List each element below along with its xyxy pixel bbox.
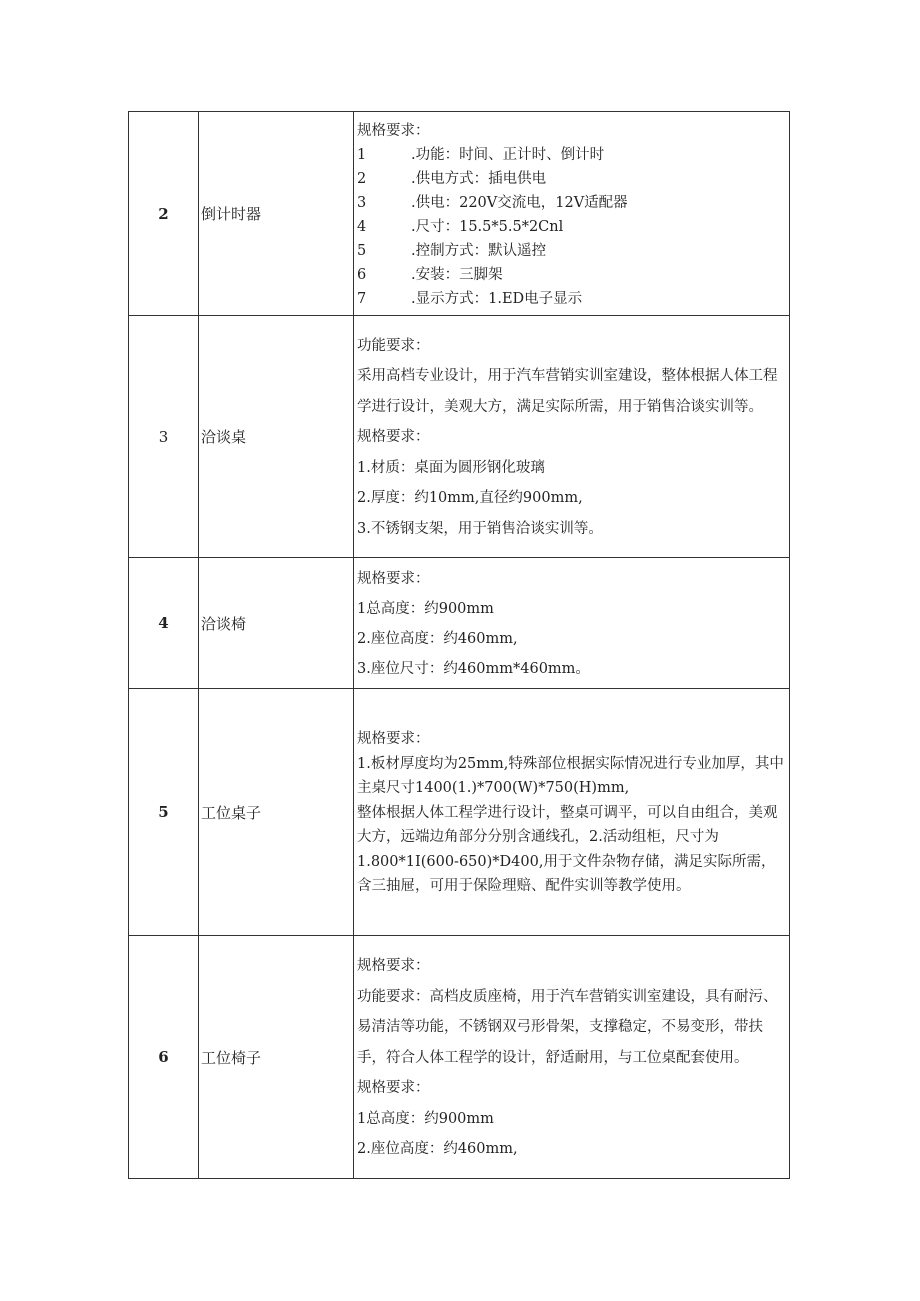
spec-line: 5 .控制方式：默认遥控 [357,242,547,259]
table-row [129,936,790,1179]
row-number: 2 [129,112,199,316]
row-number: 6 [129,936,199,1179]
item-name: 工位桌子 [199,689,354,936]
spec-line: 6 .安装：三脚架 [357,266,503,283]
spec-line: 2.座位高度：约460mm, [357,631,518,647]
row-number: 4 [129,558,199,689]
spec-line: 2 .供电方式：插电供电 [357,170,547,187]
item-name: 洽谈椅 [199,558,354,689]
table-row [129,689,790,936]
item-name: 倒计时器 [199,112,354,316]
spec-line: 规格要求： [357,1080,430,1097]
item-name: 洽谈桌 [199,316,354,558]
table-row [129,112,790,316]
spec-line: 功能要求：高档皮质座椅，用于汽车营销实训室建设，具有耐污、易清洁等功能，不锈钢双弓形骨架，支撑稳定，不易变形，带扶手，符合人体工程学的设计，舒适耐用，与工位桌配套使用。 [357,988,778,1066]
spec-line: 规格要求： [357,429,430,446]
spec-line: 功能要求： [357,337,430,354]
spec-line: 1总高度：约900mm [357,601,494,617]
spec-line: 1.板材厚度均为25mm,特殊部位根据实际情况进行专业加厚，其中主桌尺寸1400(1.)*700(W)*750(H)mm, [357,755,784,797]
row-number: 5 [129,689,199,936]
table-row [129,558,790,689]
item-spec [354,558,790,689]
item-spec [354,316,790,558]
spec-line: 3.座位尺寸：约460mm*460mm。 [357,661,590,677]
spec-table [128,111,790,1179]
row-number: 3 [129,316,199,558]
item-spec [354,112,790,316]
spec-line: 2.座位高度：约460mm, [357,1141,518,1158]
table-row [129,316,790,558]
spec-line: 3 .供电：220V交流电，12V适配器 [357,194,628,211]
spec-line: 整体根据人体工程学进行设计，整桌可调平，可以自由组合，美观大方，远端边角部分分别含通线孔，2.活动组柜，尺寸为1.800*1I(600-650)*D400,用于文件杂物存储，满足实际所需，含三抽屉，可用于保险理赔、配件实训等教学使用。 [357,804,778,895]
spec-line: 规格要求： [357,958,430,975]
spec-line: 1总高度：约900mm [357,1110,494,1127]
spec-line: 2.厚度：约10mm,直径约900mm, [357,490,583,507]
item-spec [354,936,790,1179]
spec-line: 7 .显示方式：1.ED电子显示 [357,290,583,307]
item-name: 工位椅子 [199,936,354,1179]
spec-line: 1 .功能：时间、正计时、倒计时 [357,146,605,163]
spec-line: 规格要求： [357,731,430,748]
spec-line: 采用高档专业设计，用于汽车营销实训室建设，整体根据人体工程学进行设计，美观大方，满足实际所需，用于销售洽谈实训等。 [357,368,778,415]
spec-line: 3.不锈钢支架，用于销售洽谈实训等。 [357,520,603,537]
spec-line: 1.材质：桌面为圆形钢化玻璃 [357,459,545,476]
item-spec [354,689,790,936]
spec-line: 4 .尺寸：15.5*5.5*2Cnl [357,218,564,235]
spec-header: 规格要求： [357,122,430,139]
spec-line: 规格要求： [357,571,430,587]
